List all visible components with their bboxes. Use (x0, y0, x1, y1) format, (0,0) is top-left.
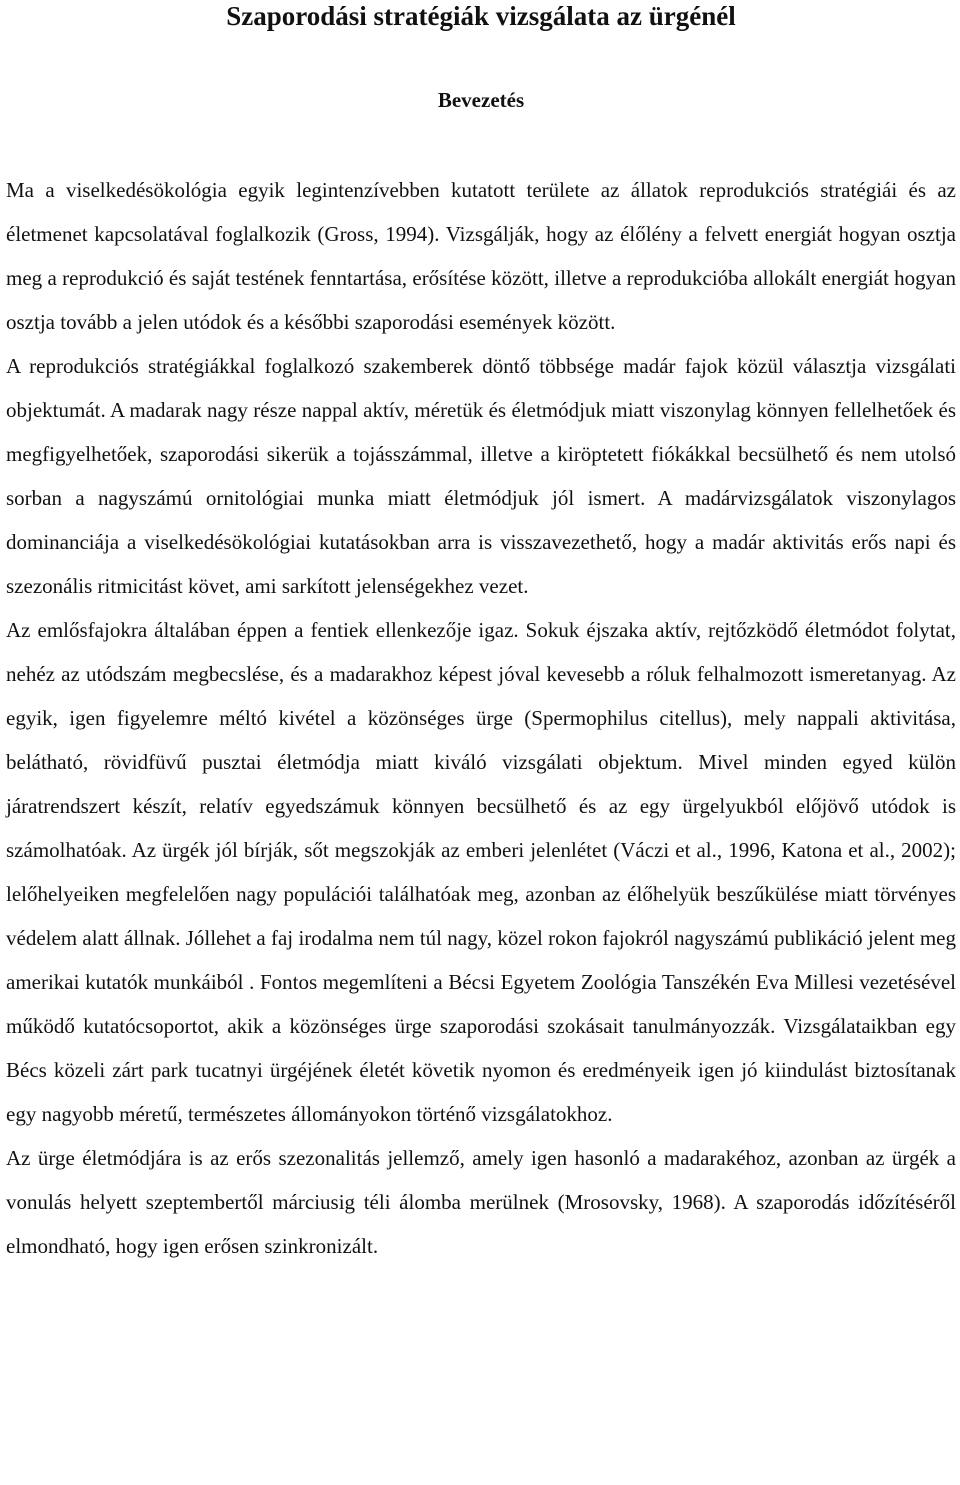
body-text (6, 168, 956, 1268)
document-title: Szaporodási stratégiák vizsgálata az ürgénél (226, 1, 736, 31)
paragraph: A reprodukciós stratégiákkal foglalkozó szakemberek döntő többsége madár fajok közül választja vizsgálati objektumát. A madarak nagy része nappal aktív, méretük és életmódjuk miatt viszonylag könnyen fellelhetőek és megfigyelhetőek, szaporodási sikerük a tojásszámmal, illetve a kiröptetett fiókákkal becsülhető és nem utolsó sorban a nagyszámú ornitológiai munka miatt életmódjuk jól ismert. A madárvizsgálatok viszonylagos dominanciája a viselkedésökológiai kutatásokban arra is visszavezethető, hogy a madár aktivitás erős napi és szezonális ritmicitást követ, ami sarkított jelenségekhez vezet. (6, 354, 956, 598)
paragraph: Ma a viselkedésökológia egyik legintenzívebben kutatott területe az állatok reprodukciós stratégiái és az életmenet kapcsolatával foglalkozik (Gross, 1994). Vizsgálják, hogy az élőlény a felvett energiát hogyan osztja meg a reprodukció és saját testének fenntartása, erősítése között, illetve a reprodukcióba allokált energiát hogyan osztja tovább a jelen utódok és a későbbi szaporodási események között. (6, 178, 956, 334)
document-page (6, 0, 956, 1258)
paragraph: Az ürge életmódjára is az erős szezonalitás jellemző, amely igen hasonló a madarakéhoz, azonban az ürgék a vonulás helyett szeptembertől márciusig téli álomba merülnek (Mrosovsky, 1968). A szaporodás időzítéséről elmondható, hogy igen erősen szinkronizált. (6, 1146, 956, 1258)
paragraph: Az emlősfajokra általában éppen a fentiek ellenkezője igaz. Sokuk éjszaka aktív, rejtőzködő életmódot folytat, nehéz az utódszám megbecslése, és a madarakhoz képest jóval kevesebb a róluk felhalmozott ismeretanyag. Az egyik, igen figyelemre méltó kivétel a közönséges ürge (Spermophilus citellus), mely nappali aktivitása, belátható, rövidfüvű pusztai életmódja miatt kiváló vizsgálati objektum. Mivel minden egyed külön járatrendszert készít, relatív egyedszámuk könnyen becsülhető és az egy ürgelyukból előjövő utódok is számolhatóak. Az ürgék jól bírják, sőt megszokják az emberi jelenlétet (Váczi et al., 1996, Katona et al., 2002); lelőhelyeiken megfelelően nagy populációi találhatóak meg, azonban az élőhelyük beszűkülése miatt törvényes védelem alatt állnak. Jóllehet a faj irodalma nem túl nagy, közel rokon fajokról nagyszámú publikáció jelent meg amerikai kutatók munkáiból . Fontos megemlíteni a Bécsi Egyetem Zoológia Tanszékén Eva Millesi vezetésével működő kutatócsoportot, akik a közönséges ürge szaporodási szokásait tanulmányozzák. Vizsgálataikban egy Bécs közeli zárt park tucatnyi ürgéjének életét követik nyomon és eredményeik igen jó kiindulást biztosítanak egy nagyobb méretű, természetes állományokon történő vizsgálatokhoz. (6, 618, 956, 1126)
section-heading: Bevezetés (437, 88, 525, 112)
